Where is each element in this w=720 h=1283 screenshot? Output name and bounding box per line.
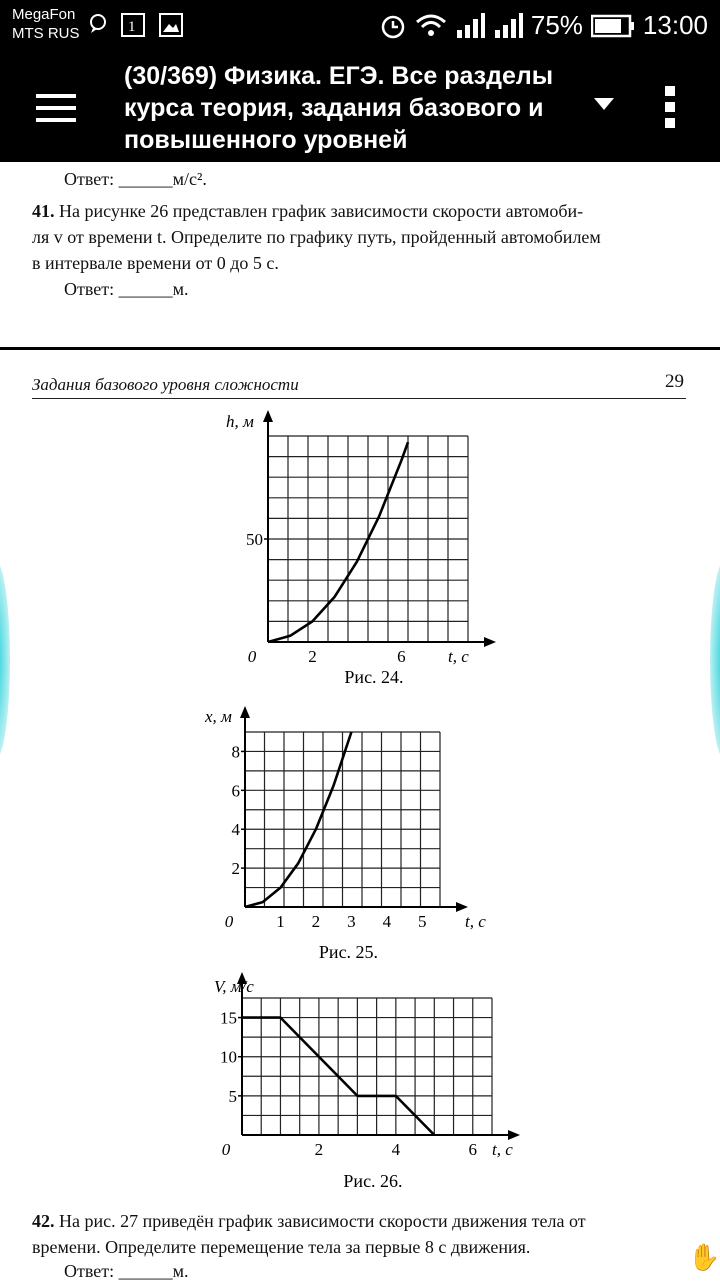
x-tick-label: 2: [314, 1140, 324, 1159]
clock: 13:00: [642, 10, 708, 40]
x-axis-arrow: [508, 1130, 520, 1140]
y-axis-arrow: [240, 706, 250, 718]
sim-notification-icon: [120, 12, 146, 38]
page-number: 29: [665, 371, 684, 392]
x-axis-label: t, с: [448, 647, 469, 666]
chevron-down-icon[interactable]: [594, 98, 614, 110]
chart-fig-25: [195, 700, 525, 970]
x-tick-label: 1: [276, 912, 285, 931]
x-axis-label: t, с: [465, 912, 486, 931]
status-bar: [0, 0, 720, 52]
alarm-icon: [379, 12, 407, 40]
page-divider: [0, 347, 720, 350]
answer-line-top: Ответ: ______м/с².: [64, 169, 207, 189]
question-42-number: 42.: [32, 1211, 55, 1231]
chat-icon: [88, 12, 108, 36]
signal-1-icon: [455, 12, 485, 40]
svg-text:1: 1: [128, 19, 136, 35]
x-tick-label: 6: [397, 647, 406, 666]
series-line: [268, 442, 408, 642]
x-tick-label: 0: [247, 647, 257, 666]
y-tick-label: 15: [220, 1008, 237, 1028]
y-tick-label: 10: [220, 1047, 237, 1067]
scroll-glow-left: [0, 560, 10, 760]
battery-icon: [591, 14, 635, 38]
wifi-icon: [415, 12, 447, 40]
status-right: [379, 10, 708, 41]
question-41-line1: На рисунке 26 представлен график зависимости скорости автомоби-: [59, 201, 584, 221]
x-tick-label: 0: [224, 912, 234, 931]
question-42-answer: Ответ: ______м.: [64, 1261, 189, 1281]
x-tick-label: 3: [347, 912, 356, 931]
x-axis-arrow: [484, 637, 496, 647]
chart-fig-24: [220, 405, 520, 695]
x-tick-label: 0: [221, 1140, 231, 1159]
carrier-info: [12, 5, 80, 43]
document-title: (30/369) Физика. ЕГЭ. Все разделы курса теория, задания базового и повышенного уровней: [124, 62, 554, 154]
question-41: [32, 200, 692, 223]
y-axis-arrow: [263, 410, 273, 422]
signal-2-icon: [493, 12, 523, 40]
scroll-glow-right: [710, 560, 720, 760]
question-42-line2: времени. Определите перемещение тела за первые 8 с движения.: [32, 1237, 531, 1257]
battery-percent: 75%: [530, 10, 583, 40]
figure-caption: Рис. 25.: [318, 942, 379, 962]
x-tick-label: 2: [308, 647, 317, 666]
question-41-line3: в интервале времени от 0 до 5 с.: [32, 253, 279, 273]
figure-caption: Рис. 26.: [343, 1171, 403, 1191]
x-tick-label: 4: [382, 912, 392, 931]
x-tick-label: 5: [418, 912, 427, 931]
x-tick-label: 6: [468, 1140, 478, 1159]
question-42-line1: На рис. 27 приведён график зависимости скорости движения тела от: [59, 1211, 586, 1231]
pan-hand-icon[interactable]: ✋: [688, 1243, 720, 1272]
app-bar: [0, 52, 720, 162]
chart-fig-26: [200, 972, 540, 1197]
y-axis-label: h, м: [226, 412, 254, 431]
carrier-1: MegaFon: [12, 6, 76, 23]
y-tick-label: 8: [231, 742, 240, 762]
x-axis-arrow: [456, 902, 468, 912]
question-41-line2: ля v от времени t. Определите по графику путь, пройденный автомобилем: [32, 227, 601, 247]
figure-caption: Рис. 24.: [344, 667, 404, 687]
image-notification-icon: [158, 12, 184, 38]
series-line: [245, 732, 351, 907]
y-tick-label: 4: [231, 820, 240, 840]
y-tick-label: 5: [228, 1086, 237, 1106]
carrier-2: MTS RUS: [12, 25, 80, 42]
y-tick-label: 6: [231, 781, 240, 801]
question-41-number: 41.: [32, 201, 55, 221]
x-tick-label: 4: [391, 1140, 401, 1159]
x-axis-label: t, с: [492, 1140, 513, 1159]
more-options-icon[interactable]: [665, 86, 677, 130]
page-header: [32, 371, 686, 399]
question-41-answer: Ответ: ______м.: [64, 279, 189, 299]
page-header-title: Задания базового уровня сложности: [32, 375, 299, 394]
question-42: [32, 1210, 692, 1233]
x-tick-label: 2: [311, 912, 321, 931]
y-axis-label: x, м: [205, 707, 232, 726]
y-tick-label: 2: [231, 859, 240, 879]
y-axis-label: V, м/с: [214, 977, 254, 996]
menu-icon[interactable]: [36, 94, 76, 122]
y-tick-label: 50: [246, 530, 263, 549]
notification-icons: [88, 12, 184, 38]
